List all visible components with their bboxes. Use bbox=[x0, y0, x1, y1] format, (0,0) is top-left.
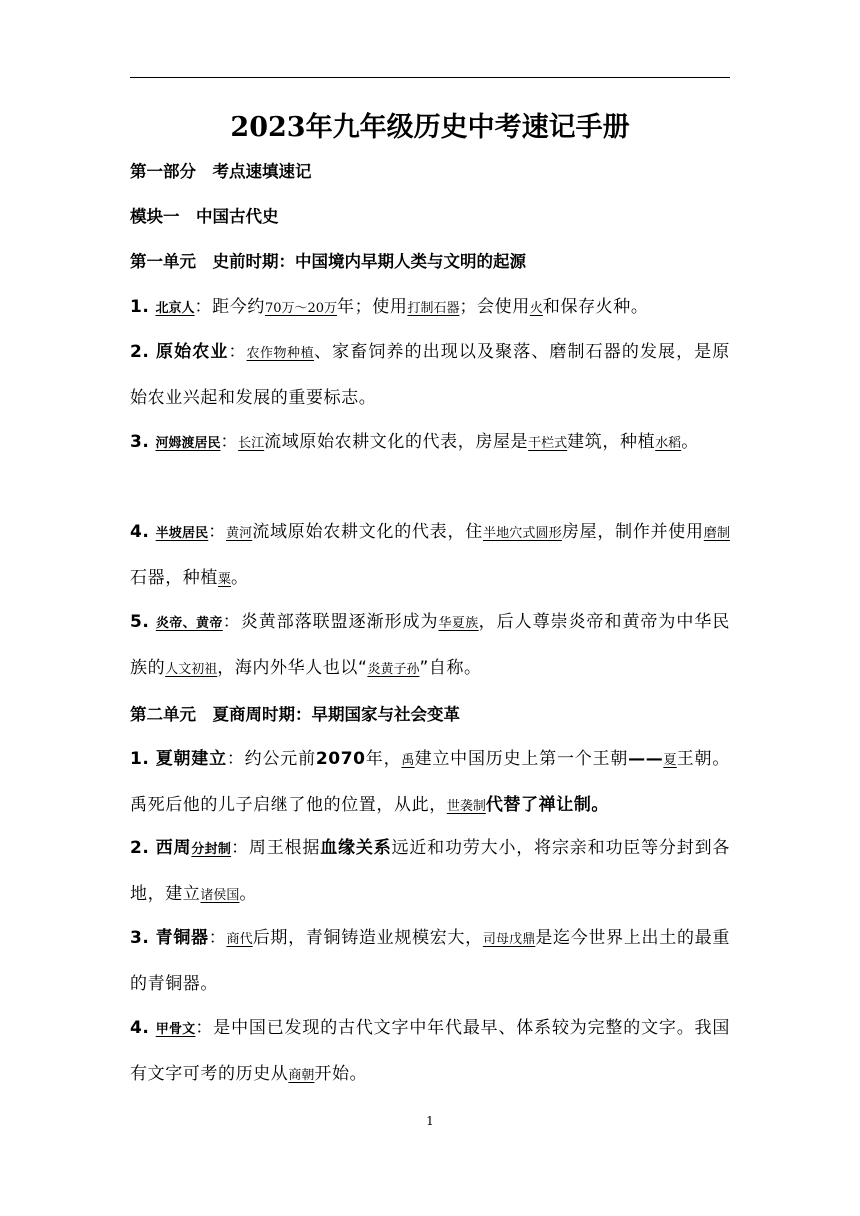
list-item: 3. 青铜器：商代后期，青铜铸造业规模宏大，司母戊鼎是迄今世界上出土的最重的青铜器。 bbox=[130, 928, 730, 994]
page-number: 1 bbox=[426, 1114, 434, 1128]
list-item: 4. 甲骨文：是中国已发现的古代文字中年代最早、体系较为完整的文字。我国有文字可考的历史从商朝开始。 bbox=[130, 1018, 730, 1084]
item-label: 半坡居民 bbox=[155, 526, 209, 541]
unit1-heading: 第一单元 史前时期：中国境内早期人类与文明的起源 bbox=[130, 252, 526, 271]
item-label: 西周 bbox=[155, 838, 192, 858]
item-label: 北京人 bbox=[155, 301, 195, 316]
list-item: 5. 炎帝、黄帝：炎黄部落联盟逐渐形成为华夏族，后人尊崇炎帝和黄帝为中华民族的人文初祖，海内外华人也以“炎黄子孙”自称。 bbox=[130, 612, 730, 678]
list-item: 2. 原始农业：农作物种植、家畜饲养的出现以及聚落、磨制石器的发展，是原始农业兴起和发展的重要标志。 bbox=[130, 342, 730, 408]
module-heading: 模块一 中国古代史 bbox=[130, 207, 279, 226]
item-label: 甲骨文 bbox=[155, 1022, 196, 1037]
item-label: 青铜器 bbox=[155, 928, 209, 948]
header-rule bbox=[130, 77, 730, 78]
list-item: 2. 西周分封制：周王根据血缘关系远近和功劳大小，将宗亲和功臣等分封到各地，建立诸侯国。 bbox=[130, 838, 730, 904]
document-title: 2023年九年级历史中考速记手册 bbox=[230, 112, 630, 143]
part-heading: 第一部分 考点速填速记 bbox=[130, 162, 312, 181]
item-label: 河姆渡居民 bbox=[155, 436, 221, 451]
list-item: 4. 半坡居民：黄河流域原始农耕文化的代表，住半地穴式圆形房屋，制作并使用磨制石器，种植粟。 bbox=[130, 522, 730, 588]
item-label: 夏朝建立 bbox=[155, 749, 227, 769]
list-item: 3. 河姆渡居民：长江流域原始农耕文化的代表，房屋是干栏式建筑，种植水稻。 bbox=[130, 432, 699, 452]
list-item: 1. 北京人：距今约70万～20万年；使用打制石器；会使用火和保存火种。 bbox=[130, 297, 649, 317]
item-label: 原始农业 bbox=[156, 342, 229, 362]
list-item: 1. 夏朝建立：约公元前2070年，禹建立中国历史上第一个王朝——夏王朝。禹死后他的儿子启继了他的位置，从此，世袭制代替了禅让制。 bbox=[130, 749, 730, 815]
unit2-heading: 第二单元 夏商周时期：早期国家与社会变革 bbox=[130, 705, 460, 724]
item-label: 炎帝、黄帝 bbox=[155, 616, 223, 631]
